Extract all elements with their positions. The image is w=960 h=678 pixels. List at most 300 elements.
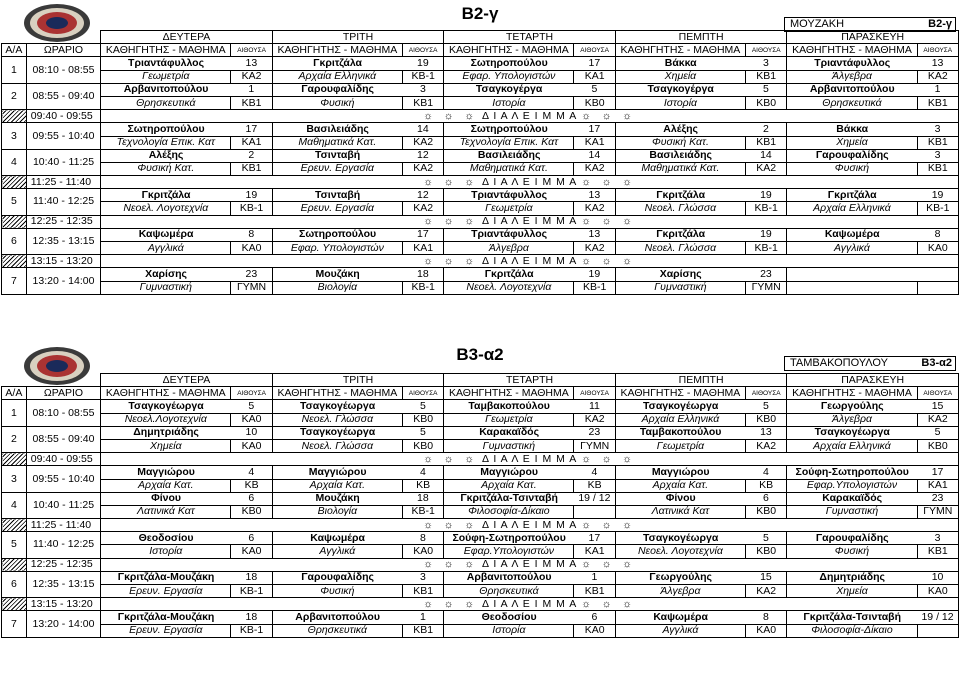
subject-cell: Λατινικά Κατ [615, 505, 745, 518]
subject-cell: Νεοελ. Γλώσσα [272, 413, 402, 426]
subject-cell: Φιλοσοφία-Δίκαιο [444, 505, 574, 518]
lesson-subject-row [2, 70, 959, 83]
teacher-hours-cell: 8 [231, 228, 272, 241]
teacher-hours-cell [917, 268, 958, 281]
teacher-name-cell: Μαγγιώρου [444, 466, 574, 479]
subject-cell: Αρχαία Ελληνικά [787, 202, 917, 215]
room-cell: ΚΒ-1 [231, 202, 272, 215]
room-cell: ΚΒ [574, 479, 615, 492]
class-title: Β2-γ [461, 4, 499, 23]
room-cell: ΚΒ1 [917, 162, 958, 175]
teacher-name-cell: Τριαντάφυλλος [787, 57, 917, 70]
break-label: Δ Ι Α Λ Ε Ι Μ Μ Α [481, 175, 578, 188]
teacher-hours-cell: 4 [746, 466, 787, 479]
teacher-name-cell: Σωτηροπούλου [101, 123, 231, 136]
room-cell: ΚΑ2 [917, 70, 958, 83]
period-time: 08:10 - 08:55 [26, 400, 100, 426]
teacher-name-cell: Γκριτζάλα [101, 189, 231, 202]
subject-cell: Γυμναστική [444, 439, 574, 452]
break-label: Δ Ι Α Λ Ε Ι Μ Μ Α [481, 558, 578, 571]
room-cell: ΚΒ-1 [574, 281, 615, 294]
header-room: ΑΙΘΟΥΣΑ [231, 387, 272, 400]
room-cell: ΚΒ [746, 479, 787, 492]
subject-cell: Αρχαία Κατ. [272, 479, 402, 492]
lesson-subject-row [2, 96, 959, 109]
day-header: ΠΕΜΠΤΗ [615, 374, 787, 387]
period-time: 11:40 - 12:25 [26, 189, 100, 215]
header-teacher: ΚΑΘΗΓΗΤΗΣ - ΜΑΘΗΜΑ [615, 44, 745, 57]
subject-cell: Θρησκευτικά [444, 585, 574, 598]
subject-cell: Εφαρ. Υπολογιστών [272, 242, 402, 255]
room-cell: ΚΑ1 [231, 136, 272, 149]
teacher-hours-cell: 17 [402, 228, 443, 241]
subject-cell: Τεχνολογία Επικ. Κατ [444, 136, 574, 149]
teacher-hours-cell: 14 [574, 149, 615, 162]
lesson-row [2, 123, 959, 136]
period-time: 12:35 - 13:15 [26, 571, 100, 597]
day-header: ΤΕΤΑΡΤΗ [444, 374, 616, 387]
subject-cell: Εφαρ.Υπολογιστών [444, 545, 574, 558]
room-cell: ΚΒ-1 [231, 585, 272, 598]
subject-cell: Ερευν. Εργασία [101, 624, 231, 637]
room-cell: ΚΑ0 [402, 545, 443, 558]
teacher-hours-cell: 3 [917, 149, 958, 162]
teacher-class: Β2-γ [928, 18, 952, 30]
header-teacher: ΚΑΘΗΓΗΤΗΣ - ΜΑΘΗΜΑ [615, 387, 745, 400]
period-time: 10:40 - 11:25 [26, 149, 100, 175]
teacher-hours-cell: 3 [917, 123, 958, 136]
period-time: 08:55 - 09:40 [26, 426, 100, 452]
teacher-hours-cell: 23 [746, 268, 787, 281]
sun-icon: ☼ ☼ ☼ [423, 254, 478, 267]
break-label-cell [101, 110, 959, 123]
break-time: 11:25 - 11:40 [26, 176, 100, 189]
break-label-cell [101, 558, 959, 571]
period-number: 6 [2, 571, 27, 597]
teacher-hours-cell: 13 [917, 57, 958, 70]
break-row [2, 519, 959, 532]
sun-icon: ☼ ☼ ☼ [581, 254, 636, 267]
header-aa: Α/Α [2, 387, 27, 400]
period-time: 08:55 - 09:40 [26, 83, 100, 109]
teacher-name-cell: Βάκκα [615, 57, 745, 70]
subject-cell: Νεοελ. Γλώσσα [615, 242, 745, 255]
teacher-hours-cell: 19 [402, 57, 443, 70]
subject-cell: Φυσική Κατ. [615, 136, 745, 149]
sun-icon: ☼ ☼ ☼ [423, 175, 478, 188]
subject-cell: Ιστορία [444, 96, 574, 109]
room-cell: ΚΑ2 [917, 413, 958, 426]
teacher-hours-cell: 13 [574, 189, 615, 202]
teacher-hours-cell: 11 [574, 400, 615, 413]
teacher-hours-cell: 5 [746, 400, 787, 413]
sun-icon: ☼ ☼ ☼ [581, 558, 636, 571]
period-time: 09:55 - 10:40 [26, 123, 100, 149]
day-header: ΠΑΡΑΣΚΕΥΗ [787, 374, 959, 387]
subject-cell: Φυσική [787, 545, 917, 558]
teacher-hours-cell: 3 [746, 57, 787, 70]
break-label-cell [101, 519, 959, 532]
teacher-name-cell: Γκριτζάλα-Μουζάκη [101, 571, 231, 584]
teacher-name-cell: Σούφη-Σωτηροπούλου [444, 532, 574, 545]
break-time: 13:15 - 13:20 [26, 255, 100, 268]
room-cell: ΚΑ2 [574, 413, 615, 426]
lesson-subject-row [2, 505, 959, 518]
subject-cell: Νεοελ. Λογοτεχνία [444, 281, 574, 294]
room-cell: ΚΒ0 [402, 439, 443, 452]
period-number: 3 [2, 466, 27, 492]
teacher-hours-cell: 17 [574, 532, 615, 545]
teacher-name-cell: Βασιλειάδης [615, 149, 745, 162]
period-number: 1 [2, 57, 27, 83]
lesson-row [2, 83, 959, 96]
teacher-hours-cell: 5 [574, 83, 615, 96]
teacher-name-cell: Μαγγιώρου [101, 466, 231, 479]
period-time: 13:20 - 14:00 [26, 268, 100, 294]
sun-icon: ☼ ☼ ☼ [423, 452, 478, 465]
break-label: Δ Ι Α Λ Ε Ι Μ Μ Α [481, 109, 578, 122]
teacher-hours-cell: 3 [402, 83, 443, 96]
header-room: ΑΙΘΟΥΣΑ [574, 44, 615, 57]
teacher-hours-cell: 1 [402, 611, 443, 624]
room-cell: ΚΑ0 [574, 624, 615, 637]
teacher-name-cell: Γαρουφαλίδης [272, 83, 402, 96]
subject-cell: Ερευν. Εργασία [101, 585, 231, 598]
room-cell: ΚΒ-1 [746, 242, 787, 255]
teacher-name-cell: Τσαγκογέργα [615, 83, 745, 96]
header-room: ΑΙΘΟΥΣΑ [746, 387, 787, 400]
subject-cell: Γυμναστική [101, 281, 231, 294]
room-cell: ΚΒ-1 [746, 202, 787, 215]
teacher-name-cell: Χαρίσης [101, 268, 231, 281]
break-row [2, 453, 959, 466]
room-cell: ΚΒ1 [917, 96, 958, 109]
sun-icon: ☼ ☼ ☼ [581, 597, 636, 610]
break-time: 12:25 - 12:35 [26, 215, 100, 228]
lesson-subject-row [2, 413, 959, 426]
teacher-name-cell: Τσαγκογέωργα [787, 426, 917, 439]
teacher-hours-cell: 23 [917, 492, 958, 505]
subject-cell: Φυσική [272, 585, 402, 598]
subject-cell: Χημεία [615, 70, 745, 83]
subject-cell: Μαθηματικά Κατ. [272, 136, 402, 149]
lesson-subject-row [2, 439, 959, 452]
header-room: ΑΙΘΟΥΣΑ [746, 44, 787, 57]
teacher-name-cell: Φίνου [615, 492, 745, 505]
header-teacher: ΚΑΘΗΓΗΤΗΣ - ΜΑΘΗΜΑ [272, 44, 402, 57]
period-number: 5 [2, 532, 27, 558]
room-cell: ΚΑ0 [231, 413, 272, 426]
header-teacher: ΚΑΘΗΓΗΤΗΣ - ΜΑΘΗΜΑ [101, 44, 231, 57]
teacher-name-cell: Αρβανιτοπούλου [444, 571, 574, 584]
teacher-hours-cell: 8 [746, 611, 787, 624]
subject-cell: Γεωμετρία [615, 439, 745, 452]
subject-cell: Νεοελ. Γλώσσα [615, 202, 745, 215]
teacher-hours-cell: 6 [746, 492, 787, 505]
subject-cell: Φιλοσοφία-Δίκαιο [787, 624, 917, 637]
teacher-hours-cell: 19 / 12 [574, 492, 615, 505]
teacher-hours-cell: 8 [917, 228, 958, 241]
teacher-name-cell: Καψωμέρα [615, 611, 745, 624]
period-number: 4 [2, 149, 27, 175]
sun-icon: ☼ ☼ ☼ [581, 215, 636, 228]
day-header: ΤΕΤΑΡΤΗ [444, 31, 616, 44]
subject-cell: Γεωμετρία [444, 202, 574, 215]
period-number: 5 [2, 189, 27, 215]
break-row [2, 110, 959, 123]
sun-icon: ☼ ☼ ☼ [581, 109, 636, 122]
teacher-hours-cell: 3 [917, 532, 958, 545]
subject-cell: Λατινικά Κατ [101, 505, 231, 518]
teacher-name-cell: Θεοδοσίου [444, 611, 574, 624]
room-cell: ΚΑ0 [231, 439, 272, 452]
header-time: ΩΡΑΡΙΟ [26, 387, 100, 400]
room-cell: ΚΒ0 [231, 505, 272, 518]
teacher-hours-cell: 18 [402, 492, 443, 505]
teacher-hours-cell: 17 [917, 466, 958, 479]
day-header: ΔΕΥΤΕΡΑ [101, 374, 273, 387]
room-cell: ΚΑ1 [402, 242, 443, 255]
period-time: 09:55 - 10:40 [26, 466, 100, 492]
room-cell: ΚΒ0 [746, 96, 787, 109]
break-time: 12:25 - 12:35 [26, 558, 100, 571]
teacher-name-cell: Τσαγκογέωργα [101, 400, 231, 413]
lesson-row [2, 571, 959, 584]
teacher-name-cell: Γαρουφαλίδης [787, 532, 917, 545]
subject-cell: Φυσική [272, 96, 402, 109]
teacher-name-cell: Αλέξης [101, 149, 231, 162]
sun-icon: ☼ ☼ ☼ [581, 452, 636, 465]
room-cell: ΚΑ2 [746, 162, 787, 175]
teacher-name-cell: Γκριτζάλα-Τσινταβή [444, 492, 574, 505]
teacher-hours-cell: 13 [746, 426, 787, 439]
teacher-hours-cell: 17 [231, 123, 272, 136]
room-cell [917, 281, 958, 294]
teacher-name-cell: Σωτηροπούλου [444, 123, 574, 136]
room-cell: ΚΒ1 [917, 545, 958, 558]
teacher-name-cell: Αλέξης [615, 123, 745, 136]
subject-cell: Αρχαία Ελληνικά [272, 70, 402, 83]
header-aa: Α/Α [2, 44, 27, 57]
teacher-hours-cell: 5 [231, 400, 272, 413]
teacher-name-cell: Αρβανιτοπούλου [101, 83, 231, 96]
teacher-hours-cell: 12 [402, 149, 443, 162]
subject-cell: Γεωμετρία [444, 413, 574, 426]
period-number: 7 [2, 268, 27, 294]
teacher-name-cell: Γαρουφαλίδης [787, 149, 917, 162]
room-cell: ΚΑ1 [574, 545, 615, 558]
room-cell: ΓΥΜΝ [746, 281, 787, 294]
room-cell: ΚΒ0 [402, 413, 443, 426]
teacher-hours-cell: 23 [574, 426, 615, 439]
teacher-name-cell: Τσινταβή [272, 149, 402, 162]
subject-cell: Ερευν. Εργασία [272, 162, 402, 175]
break-label: Δ Ι Α Λ Ε Ι Μ Μ Α [481, 597, 578, 610]
teacher-name-cell: Σωτηροπούλου [272, 228, 402, 241]
teacher-hours-cell: 19 [574, 268, 615, 281]
room-cell: ΚΒ1 [402, 96, 443, 109]
teacher-hours-cell: 17 [574, 123, 615, 136]
corner-cell [2, 31, 101, 44]
header-room: ΑΙΘΟΥΣΑ [574, 387, 615, 400]
header-time: ΩΡΑΡΙΟ [26, 44, 100, 57]
break-hatch [2, 558, 27, 571]
room-cell: ΓΥΜΝ [574, 439, 615, 452]
teacher-name-cell: Μουζάκη [272, 492, 402, 505]
subject-cell: Μαθηματικά Κατ. [444, 162, 574, 175]
room-cell: ΚΒ1 [231, 162, 272, 175]
header-teacher: ΚΑΘΗΓΗΤΗΣ - ΜΑΘΗΜΑ [787, 44, 917, 57]
lesson-subject-row [2, 242, 959, 255]
period-number: 2 [2, 426, 27, 452]
subject-cell: Φυσική [787, 162, 917, 175]
teacher-name-cell: Τριαντάφυλλος [444, 189, 574, 202]
break-label-cell [101, 215, 959, 228]
sun-icon: ☼ ☼ ☼ [423, 597, 478, 610]
subject-cell: Νεοελ. Λογοτεχνία [101, 202, 231, 215]
period-number: 4 [2, 492, 27, 518]
teacher-hours-cell: 17 [574, 57, 615, 70]
lesson-subject-row [2, 202, 959, 215]
room-cell: ΚΒ0 [746, 413, 787, 426]
teacher-name-cell: Αρβανιτοπούλου [272, 611, 402, 624]
period-time: 13:20 - 14:00 [26, 611, 100, 637]
break-time: 13:15 - 13:20 [26, 598, 100, 611]
subject-cell [787, 281, 917, 294]
teacher-hours-cell: 5 [402, 426, 443, 439]
room-cell: ΚΑ2 [746, 585, 787, 598]
break-hatch [2, 176, 27, 189]
teacher-name-cell: Τσαγκογέωργα [272, 400, 402, 413]
teacher-name-cell: Γκριτζάλα [787, 189, 917, 202]
teacher-hours-cell: 13 [231, 57, 272, 70]
header-teacher: ΚΑΘΗΓΗΤΗΣ - ΜΑΘΗΜΑ [444, 44, 574, 57]
room-cell: ΚΑ1 [574, 136, 615, 149]
sun-icon: ☼ ☼ ☼ [581, 175, 636, 188]
teacher-hours-cell: 19 [231, 189, 272, 202]
period-time: 12:35 - 13:15 [26, 228, 100, 254]
subject-cell: Νεοελ. Γλώσσα [272, 439, 402, 452]
day-header: ΤΡΙΤΗ [272, 374, 444, 387]
teacher-hours-cell: 15 [917, 400, 958, 413]
room-cell: ΚΒ0 [917, 439, 958, 452]
break-time: 11:25 - 11:40 [26, 519, 100, 532]
teacher-hours-cell: 15 [746, 571, 787, 584]
break-time: 09:40 - 09:55 [26, 110, 100, 123]
period-number: 7 [2, 611, 27, 637]
header-room: ΑΙΘΟΥΣΑ [917, 387, 958, 400]
room-cell: ΚΒ1 [917, 136, 958, 149]
lesson-row [2, 492, 959, 505]
teacher-name: ΤΑΜΒΑΚΟΠΟΥΛΟΥ [790, 357, 888, 369]
room-cell [574, 505, 615, 518]
break-label-cell [101, 176, 959, 189]
subject-cell: Εφαρ. Υπολογιστών [444, 70, 574, 83]
lesson-subject-row [2, 479, 959, 492]
room-cell: ΚΒ0 [746, 505, 787, 518]
subject-cell: Άλγεβρα [787, 413, 917, 426]
room-cell: ΚΑ1 [917, 479, 958, 492]
subject-cell: Μαθηματικά Κατ. [615, 162, 745, 175]
header-room: ΑΙΘΟΥΣΑ [917, 44, 958, 57]
subject-cell: Τεχνολογία Επικ. Κατ [101, 136, 231, 149]
class-title: Β3-α2 [456, 345, 504, 364]
room-cell: ΚΑ0 [746, 624, 787, 637]
header-room: ΑΙΘΟΥΣΑ [231, 44, 272, 57]
break-hatch [2, 519, 27, 532]
room-cell: ΚΑ1 [574, 70, 615, 83]
subject-cell: Ιστορία [444, 624, 574, 637]
lesson-subject-row [2, 281, 959, 294]
teacher-name-cell: Καψωμέρα [101, 228, 231, 241]
subject-cell: Θρησκευτικά [787, 96, 917, 109]
break-label-cell [101, 598, 959, 611]
subject-cell: Αρχαία Κατ. [615, 479, 745, 492]
period-time: 11:40 - 12:25 [26, 532, 100, 558]
subject-cell: Αρχαία Ελληνικά [787, 439, 917, 452]
teacher-hours-cell: 2 [231, 149, 272, 162]
subject-cell: Γεωμετρία [101, 70, 231, 83]
period-number: 6 [2, 228, 27, 254]
teacher-name-cell: Γκριτζάλα-Μουζάκη [101, 611, 231, 624]
sun-icon: ☼ ☼ ☼ [423, 215, 478, 228]
lesson-row [2, 149, 959, 162]
teacher-hours-cell: 6 [574, 611, 615, 624]
header-teacher: ΚΑΘΗΓΗΤΗΣ - ΜΑΘΗΜΑ [444, 387, 574, 400]
break-time: 09:40 - 09:55 [26, 453, 100, 466]
room-cell: ΚΑ2 [402, 162, 443, 175]
teacher-name-cell: Τριαντάφυλλος [101, 57, 231, 70]
room-cell: ΚΑ2 [746, 439, 787, 452]
room-cell: ΚΒ-1 [402, 281, 443, 294]
room-cell: ΚΒ-1 [402, 505, 443, 518]
subject-cell: Άλγεβρα [787, 70, 917, 83]
room-cell: ΚΑ2 [402, 136, 443, 149]
teacher-hours-cell: 18 [402, 268, 443, 281]
lesson-row [2, 532, 959, 545]
teacher-hours-cell: 18 [231, 611, 272, 624]
teacher-name-cell: Δημητριάδης [787, 571, 917, 584]
teacher-hours-cell: 1 [231, 83, 272, 96]
teacher-hours-cell: 6 [231, 532, 272, 545]
teacher-name-cell: Καψωμέρα [272, 532, 402, 545]
subject-cell: Νεοελ. Λογοτεχνία [615, 545, 745, 558]
teacher-hours-cell: 2 [746, 123, 787, 136]
teacher-name-cell: Βασιλειάδης [272, 123, 402, 136]
break-hatch [2, 598, 27, 611]
days-row [2, 374, 959, 387]
subject-cell: Χημεία [787, 136, 917, 149]
teacher-name-cell: Γκριτζάλα [615, 228, 745, 241]
subject-cell: Αρχαία Κατ. [101, 479, 231, 492]
corner-cell [2, 374, 101, 387]
teacher-hours-cell: 1 [574, 571, 615, 584]
subject-cell: Αρχαία Ελληνικά [615, 413, 745, 426]
teacher-name-cell [787, 268, 917, 281]
teacher-name-cell: Φίνου [101, 492, 231, 505]
teacher-name-cell: Γκριτζάλα [444, 268, 574, 281]
teacher-hours-cell: 19 [917, 189, 958, 202]
header-teacher: ΚΑΘΗΓΗΤΗΣ - ΜΑΘΗΜΑ [101, 387, 231, 400]
lesson-row [2, 426, 959, 439]
break-hatch [2, 255, 27, 268]
teacher-hours-cell: 4 [402, 466, 443, 479]
teacher-name-cell: Γαρουφαλίδης [272, 571, 402, 584]
lesson-subject-row [2, 545, 959, 558]
teacher-hours-cell: 19 [746, 189, 787, 202]
teacher-name-cell: Γκριτζάλα [272, 57, 402, 70]
teacher-name-cell: Τσαγκογέργα [444, 83, 574, 96]
